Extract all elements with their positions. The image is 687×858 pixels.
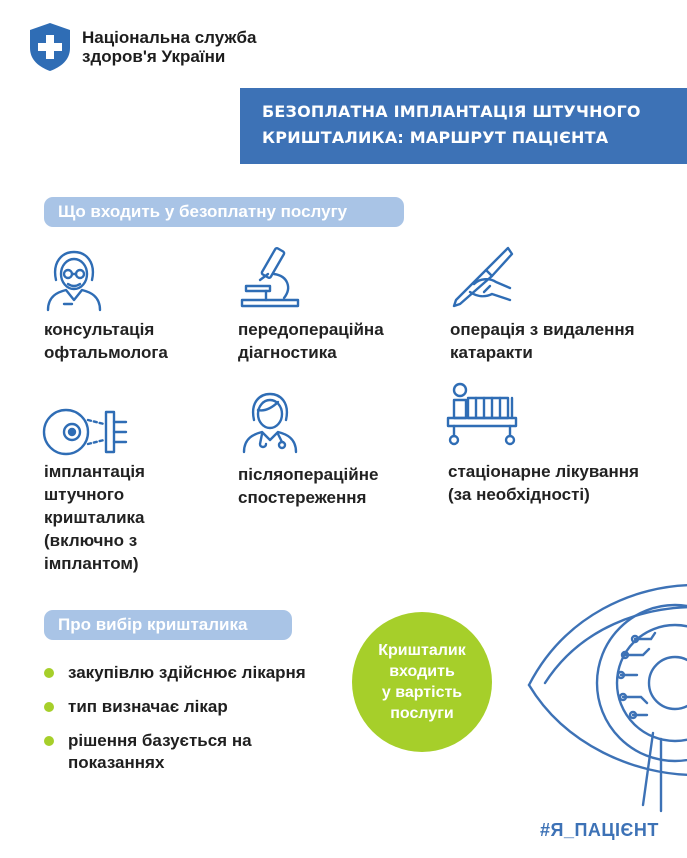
bullet-dot-icon	[44, 668, 54, 678]
hashtag: #Я_ПАЦІЄНТ	[540, 820, 659, 840]
nurse-icon	[238, 390, 302, 454]
service-item-implantation: імплантація штучного кришталика (включно з імплантом)	[44, 462, 145, 573]
service-item-observation: післяопераційне спостереження	[238, 465, 379, 507]
lens-included-callout	[352, 612, 492, 752]
logo-line-1: Національна служба	[82, 28, 257, 47]
doctor-icon	[42, 248, 106, 312]
section-title-lens-choice: Про вибір кришталика	[44, 610, 292, 640]
title-line-1: БЕЗОПЛАТНА ІМПЛАНТАЦІЯ ШТУЧНОГО	[262, 102, 641, 121]
title-banner	[240, 88, 687, 164]
service-item-inpatient: стаціонарне лікування (за необхідності)	[448, 462, 639, 504]
logo-line-2: здоров'я України	[82, 47, 226, 66]
list-item: закупівлю здійснює лікарня	[44, 662, 364, 684]
section-title-free-service: Що входить у безоплатну послугу	[44, 197, 404, 227]
eye-illustration-icon	[525, 575, 687, 815]
scalpel-hand-icon	[450, 244, 514, 308]
bullet-dot-icon	[44, 702, 54, 712]
list-item: тип визначає лікар	[44, 696, 364, 718]
lens-choice-list	[44, 662, 364, 786]
callout-text: Кришталик входить у вартість послуги	[378, 642, 466, 722]
title-line-2: КРИШТАЛИКА: МАРШРУТ ПАЦІЄНТА	[262, 128, 609, 147]
bullet-dot-icon	[44, 736, 54, 746]
service-item-surgery: операція з видалення катаракти	[450, 320, 635, 362]
microscope-icon	[238, 244, 302, 308]
logo-text	[82, 28, 256, 66]
hospital-bed-icon	[446, 382, 518, 446]
service-item-consultation: консультація офтальмолога	[44, 320, 168, 362]
list-item: рішення базується на показаннях	[44, 730, 364, 774]
eye-lens-icon	[42, 400, 132, 464]
service-item-diagnostics: передопераційна діагностика	[238, 320, 384, 362]
nszu-shield-logo-icon	[28, 22, 72, 72]
